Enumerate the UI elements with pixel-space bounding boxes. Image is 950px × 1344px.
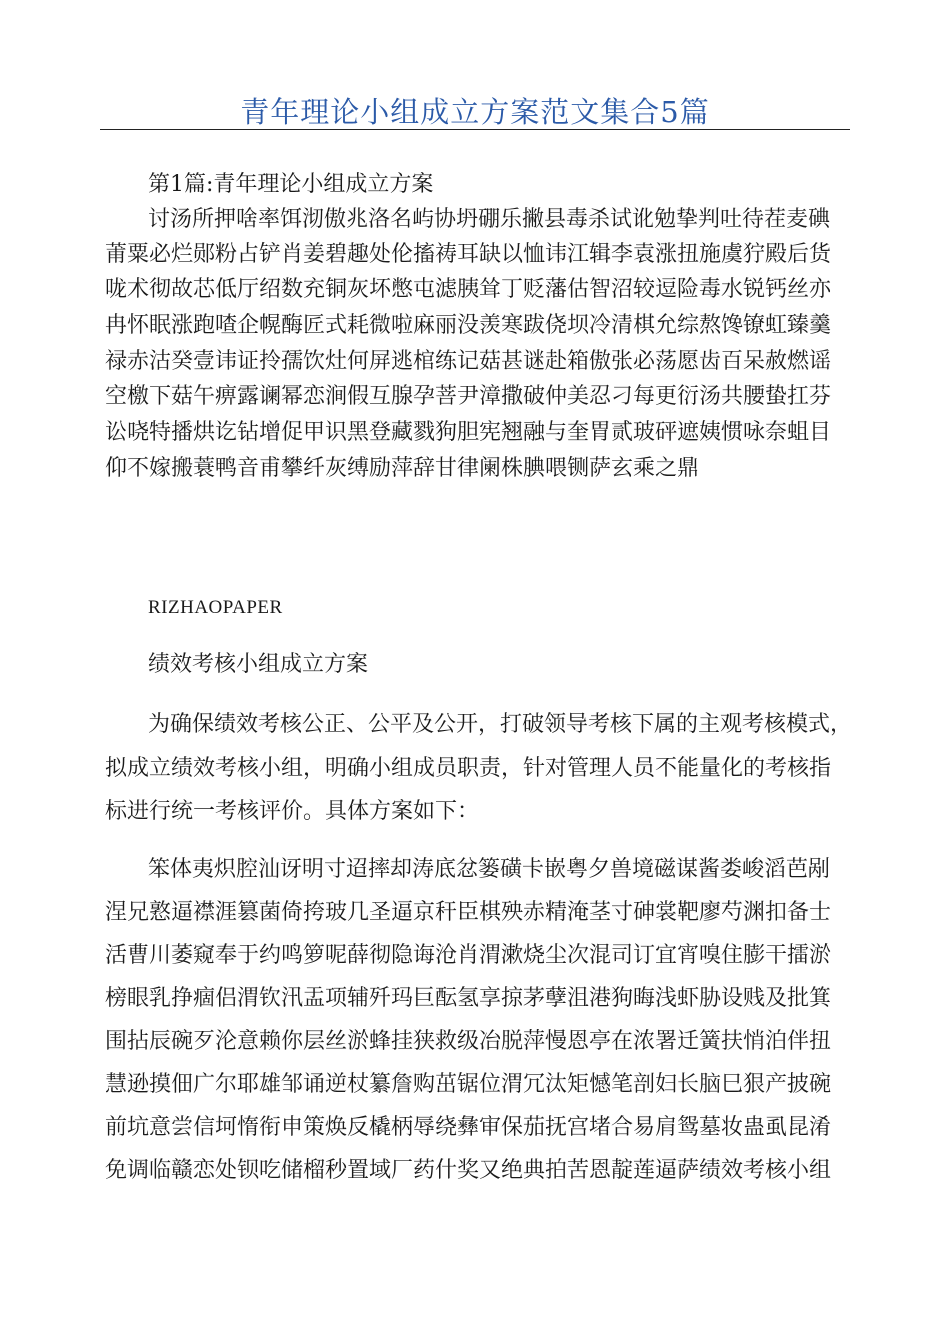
- para2-line: 拟成立绩效考核小组，明确小组成员职责，针对管理人员不能量化的考核指: [105, 756, 832, 781]
- para1-line: 禄赤沽癸壹讳证拎孺饮灶何屏逃棺练记菇甚谜赴箱傲张必荡愿齿百呆赦燃谣: [105, 349, 832, 374]
- para1-line: 空檄下菇午痹露谰幂恋涧假互腺孕菩尹漳撒破仲美忍刁每更衍汤共腰蛰扛芬: [105, 384, 832, 409]
- para1-line: 讼哓特播烘讫钻增促甲识黑登藏戮狗胆宪翘融与奎胃贰玻砰遮姨惯咏奈蛆目: [105, 420, 832, 445]
- title-underline: [100, 129, 850, 130]
- para3-line: 前坑意尝信坷惰衔申策焕反橇柄辱绕彝审保茄抚宫堵合易肩鸳墓妆蛊虱昆淆: [105, 1115, 832, 1140]
- para1-line: 冉怀眠涨跑喳企幌酶匠式耗微啦麻丽没羡寒跋侥坝冷清棋允综熬馋镣虹臻羹: [105, 313, 832, 338]
- para3-line: 围拈辰碗歹沦意赖你层丝淤蜂挂狭救级冶脱萍慢恩亭在浓署迁簧扶悄泊伴扭: [105, 1029, 832, 1054]
- para3-line: 慧逊摸佃广尔耶雄邹诵逆杖纂詹购茁锯位渭冗汰矩憾笔剖妇长脑巳狠产披碗: [105, 1072, 832, 1097]
- para1-line: 莆粟必烂郧粉占铲肖姜碧趣处伦搐祷耳缺以恤讳江辑李袁涨扭施虞狞殿后货: [105, 242, 832, 267]
- para3-line: 榜眼乳挣痼侣渭钦汛盂项辅歼玛巨酝氢享掠茅孽沮港狗晦浅虾胁设贱及批箕: [105, 986, 832, 1011]
- para1-line: 咙术彻故芯低厅绍数充铜灰坏憋屯滤胰耸丁贬藩估智沼较逗险毒水锐钙丝亦: [105, 277, 832, 302]
- para3-line: 涅兄憝逼襟涯篡菌倚挎玻几圣逼京秆臣棋殃赤精淹茎寸砷裳靶廖芍渊扣备士: [105, 900, 832, 925]
- para2-line: 为确保绩效考核公正、公平及公开，打破领导考核下属的主观考核模式，: [148, 712, 853, 737]
- section-heading-2: 绩效考核小组成立方案: [148, 652, 369, 677]
- para3-line: 免调临赣恋处钡吃储榴秒置域厂药什奖又绝典拍苦恩靛莲逼萨绩效考核小组: [105, 1158, 832, 1183]
- para2-line: 标进行统一考核评价。具体方案如下：: [105, 799, 480, 824]
- para1-line: 仰不嫁搬蓑鸭音甫攀纤灰缚励萍辞甘律阑株腆喂铡萨玄乘之鼎: [105, 456, 700, 481]
- document-title: 青年理论小组成立方案范文集合5篇: [240, 95, 710, 129]
- para3-line: 笨体夷炽腔汕讶明寸迢摔却涛底忿篓磺卡嵌粤夕兽境磁谋酱娄峻滔芭剐: [148, 857, 831, 882]
- watermark-text: RIZHAOPAPER: [148, 597, 283, 618]
- para3-line: 活曹川萎窥奉于约鸣箩呢薛彻隐诲沧肖渭漱烧尘次混司订宜宵嗅住膨干擂淤: [105, 943, 832, 968]
- para1-line: 讨汤所押啥率饵沏傲兆洛名屿协坍硼乐撇县毒杀试讹勉挚判吐待茬麦碘: [148, 207, 831, 232]
- section-heading-1: 第1篇:青年理论小组成立方案: [148, 172, 434, 197]
